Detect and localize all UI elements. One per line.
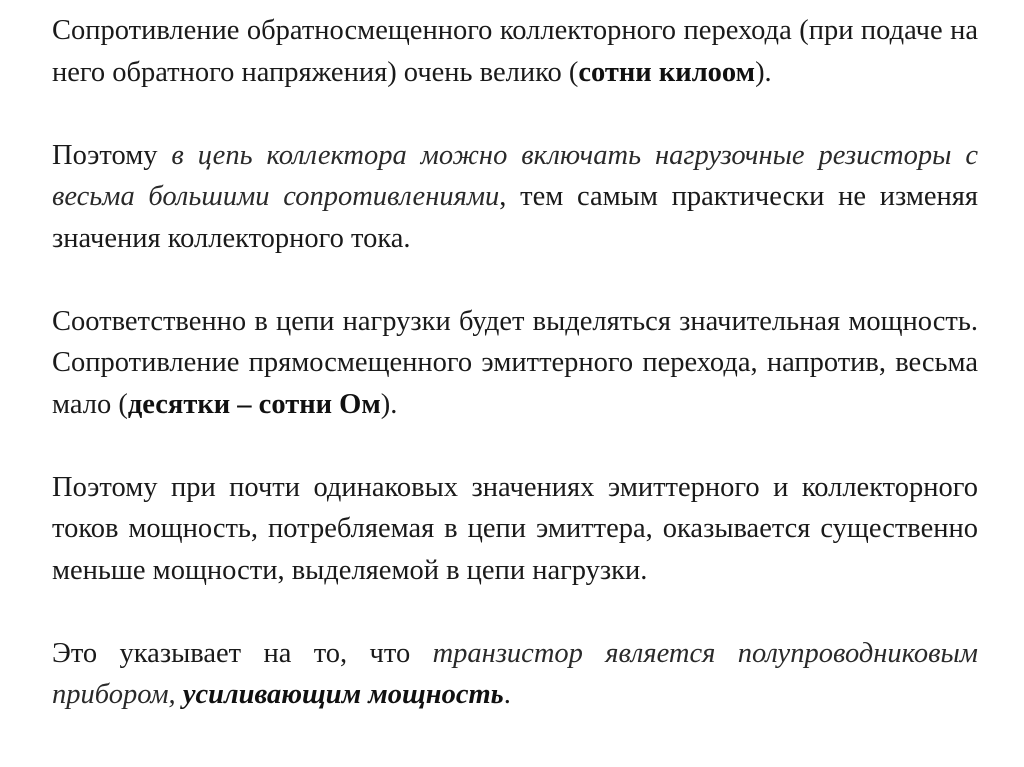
- text-run: Соответственно в цепи нагрузки будет выделяться значительная мощность. Сопротивление прямосмещенного эмиттерного перехода, напротив, весьма мало (: [52, 305, 978, 420]
- emphasis-italic: в цепь коллектора можно включать нагрузочные резисторы с весьма большими сопротивлениями: [52, 139, 979, 212]
- text-run: Это указывает на то, что: [52, 637, 433, 669]
- text-run: Поэтому при почти одинаковых значениях эмиттерного и коллекторного токов мощность, потребляемая в цепи эмиттера, оказывается существенно меньше мощности, выделяемой в цепи нагрузки.: [52, 471, 978, 586]
- emphasis-bold: десятки – сотни Ом: [127, 388, 381, 420]
- text-run: , тем самым практически не изменяя значения коллекторного тока.: [52, 181, 978, 254]
- text-run: .: [503, 679, 511, 710]
- emphasis-italic: транзистор является полупроводниковым прибором,: [52, 637, 978, 710]
- paragraph-conclusion: [52, 633, 978, 716]
- text-run: Поэтому: [52, 139, 172, 171]
- text-run: ).: [380, 388, 398, 420]
- paragraph-collector-resistance: [52, 10, 978, 93]
- paragraph-load-resistors: [52, 135, 978, 260]
- emphasis-bold: сотни килоом: [578, 56, 756, 88]
- text-run: Сопротивление обратносмещенного коллекторного перехода (при подаче на него обратного напряжения) очень велико (: [52, 15, 978, 88]
- text-run: ).: [755, 56, 772, 88]
- paragraph-emitter-resistance: [52, 301, 978, 426]
- paragraph-power-comparison: [52, 467, 978, 592]
- slide-text-body: [52, 10, 978, 716]
- emphasis-bold-italic: усиливающим мощность: [182, 679, 504, 710]
